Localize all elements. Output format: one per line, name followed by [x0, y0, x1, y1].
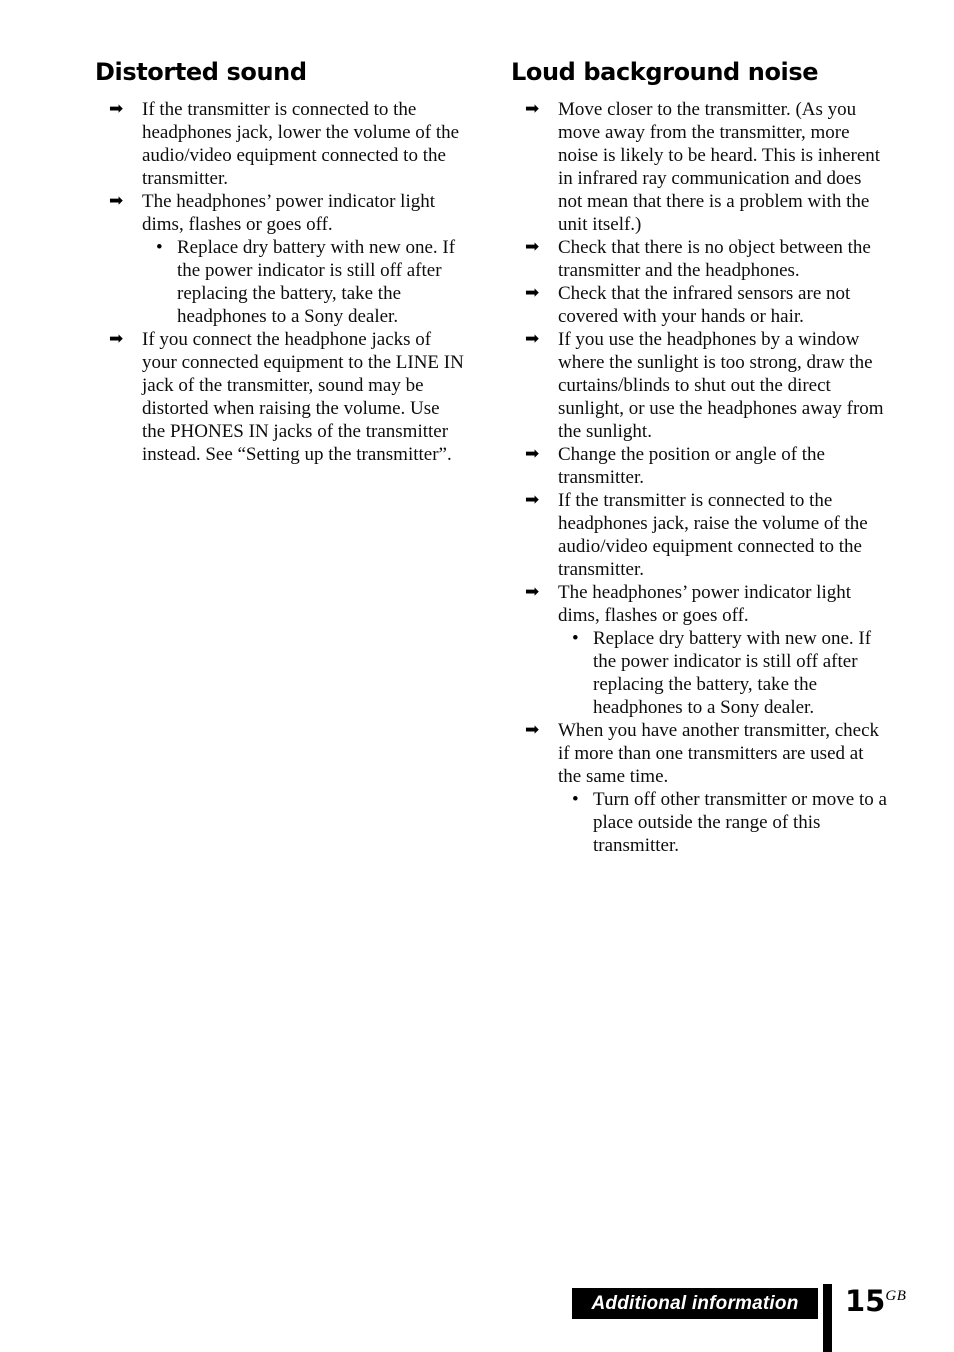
arrow-icon: ➡: [109, 191, 124, 211]
arrow-icon: ➡: [525, 99, 540, 119]
footer-badge-label: Additional information: [591, 1292, 799, 1314]
arrow-icon: ➡: [525, 329, 540, 349]
arrow-icon: ➡: [525, 237, 540, 257]
bullet-icon: •: [572, 789, 579, 810]
arrow-icon: ➡: [525, 490, 540, 510]
list-item: [511, 236, 889, 282]
list-item-text: Change the position or angle of the transmitter.: [558, 444, 825, 488]
list-item-text: The headphones’ power indicator light dims, flashes or goes off.: [558, 582, 851, 626]
list-item-text: When you have another transmitter, check if more than one transmitters are used at the same time.: [558, 720, 880, 787]
list-item: [511, 581, 889, 627]
arrow-icon: ➡: [109, 99, 124, 119]
list-item-text: Check that the infrared sensors are not covered with your hands or hair.: [558, 283, 851, 327]
bullet-icon: •: [572, 628, 579, 649]
footer-vertical-rule: [823, 1284, 832, 1352]
list-item-text: If you use the headphones by a window where the sunlight is too strong, draw the curtains/blinds to shut out the direct sunlight, or use the headphones away from the sunlight.: [558, 329, 884, 442]
list-item-text: If you connect the headphone jacks of your connected equipment to the LINE IN jack of the transmitter, sound may be distorted when raising the volume. Use the PHONES IN jacks of the transmitter instead. See “Setting up the transmitter”.: [142, 329, 464, 465]
arrow-icon: ➡: [525, 720, 540, 740]
column-distorted-sound: [95, 58, 467, 466]
page-number: [845, 1281, 906, 1316]
bullet-icon: •: [156, 237, 163, 258]
list-item-text: Check that there is no object between the transmitter and the headphones.: [558, 237, 871, 281]
list-item: [511, 328, 889, 443]
arrow-icon: ➡: [525, 283, 540, 303]
list-item-text: Move closer to the transmitter. (As you move away from the transmitter, more noise is likely to be heard. This is inherent in infrared ray communication and does not mean that there is a problem with the unit itself.): [558, 99, 881, 235]
list-subitem: [95, 236, 467, 328]
list-item: [511, 282, 889, 328]
arrow-icon: ➡: [525, 444, 540, 464]
list-subitem: [511, 788, 889, 857]
list-item: [511, 443, 889, 489]
list-item-text: Replace dry battery with new one. If the power indicator is still off after replacing the battery, take the headphones to a Sony dealer.: [593, 628, 872, 718]
list-item: [511, 98, 889, 236]
list-item-text: The headphones’ power indicator light dims, flashes or goes off.: [142, 191, 435, 235]
list-item-text: Turn off other transmitter or move to a place outside the range of this transmitter.: [593, 789, 887, 856]
section-heading: Loud background noise: [511, 58, 819, 86]
list-item-text: Replace dry battery with new one. If the power indicator is still off after replacing the battery, take the headphones to a Sony dealer.: [177, 237, 456, 327]
list-subitem: [511, 627, 889, 719]
list-item: [95, 98, 467, 190]
list-item: [95, 190, 467, 236]
arrow-icon: ➡: [525, 582, 540, 602]
column-loud-background-noise: [511, 58, 889, 857]
arrow-icon: ➡: [109, 329, 124, 349]
list-item: [95, 328, 467, 466]
list-item-text: If the transmitter is connected to the headphones jack, lower the volume of the audio/video equipment connected to the transmitter.: [142, 99, 460, 189]
page-number-suffix: GB: [885, 1288, 907, 1304]
list-item-text: If the transmitter is connected to the headphones jack, raise the volume of the audio/video equipment connected to the transmitter.: [558, 490, 868, 580]
list-item: [511, 719, 889, 788]
section-footer-badge: [572, 1288, 818, 1319]
section-heading: Distorted sound: [95, 58, 307, 86]
list-item: [511, 489, 889, 581]
page-number-value: 15: [845, 1284, 886, 1318]
